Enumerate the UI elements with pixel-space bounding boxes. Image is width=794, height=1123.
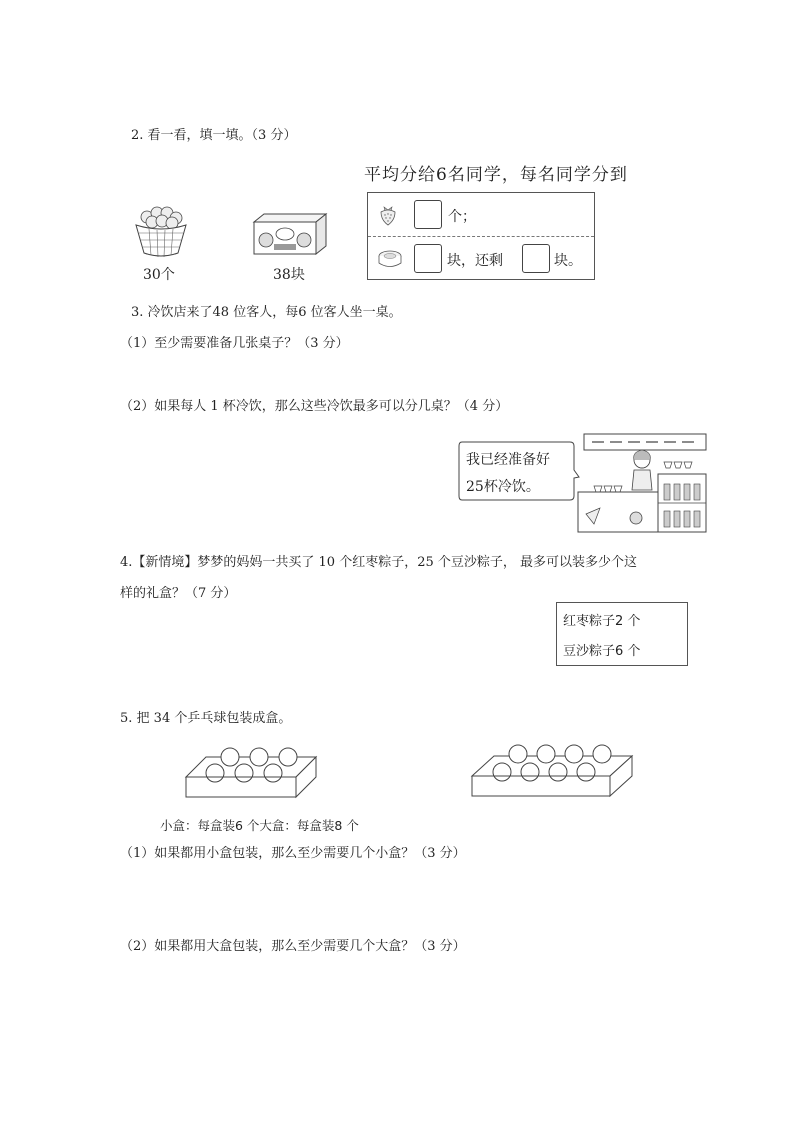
q5-caption: 小盒：每盒装6 个大盒：每盒装8 个 (160, 818, 359, 833)
cake-box-icon (250, 212, 330, 256)
cold-drink-shop-illustration (574, 432, 708, 534)
q5-heading: 5. 把 34 个乒乓球包装成盒。 (120, 711, 292, 726)
q5-sub2: （2）如果都用大盒包装，那么至少需要几个大盒？（3 分） (120, 939, 466, 954)
q2-blank-per-student-cakes[interactable] (414, 244, 442, 273)
q3-sub2: （2）如果每人 1 杯冷饮，那么这些冷饮最多可以分几桌？（4 分） (120, 399, 509, 414)
q2-row2-mid: 块，还剩 (447, 253, 503, 269)
large-box-icon (470, 742, 636, 800)
cake-icon (377, 248, 403, 270)
q4-heading-line2: 样的礼盒？（7 分） (120, 586, 237, 601)
q2-banner: 平均分给6名同学，每名同学分到 (364, 165, 628, 185)
strawberry-icon (378, 204, 398, 226)
q4-box-line1: 红枣粽子2 个 (563, 614, 641, 629)
q5-sub1: （1）如果都用小盒包装，那么至少需要几个小盒？（3 分） (120, 846, 466, 861)
item1-label: 30个 (143, 267, 175, 283)
q4-box-line2: 豆沙粽子6 个 (563, 644, 641, 659)
q2-row1-tail: 个； (448, 209, 476, 225)
strawberry-basket-icon (133, 203, 189, 259)
small-box-icon (184, 745, 320, 801)
q3-sub1: （1）至少需要准备几张桌子？（3 分） (120, 336, 349, 351)
q2-row2-tail: 块。 (554, 253, 582, 269)
q2-blank-remaining-cakes[interactable] (522, 244, 550, 273)
q2-frame-divider (368, 236, 594, 237)
item2-label: 38块 (273, 267, 305, 283)
speech-line1: 我已经准备好 (466, 452, 550, 468)
q2-blank-per-student-strawberries[interactable] (414, 200, 442, 229)
q3-heading: 3. 冷饮店来了48 位客人，每6 位客人坐一桌。 (131, 305, 402, 320)
q4-heading-line1: 4.【新情境】梦梦的妈妈一共买了 10 个红枣粽子，25 个豆沙粽子， 最多可以装多少个这 (120, 555, 638, 570)
q2-heading: 2. 看一看，填一填。（3 分） (131, 128, 297, 143)
speech-line2: 25杯冷饮。 (466, 479, 540, 495)
